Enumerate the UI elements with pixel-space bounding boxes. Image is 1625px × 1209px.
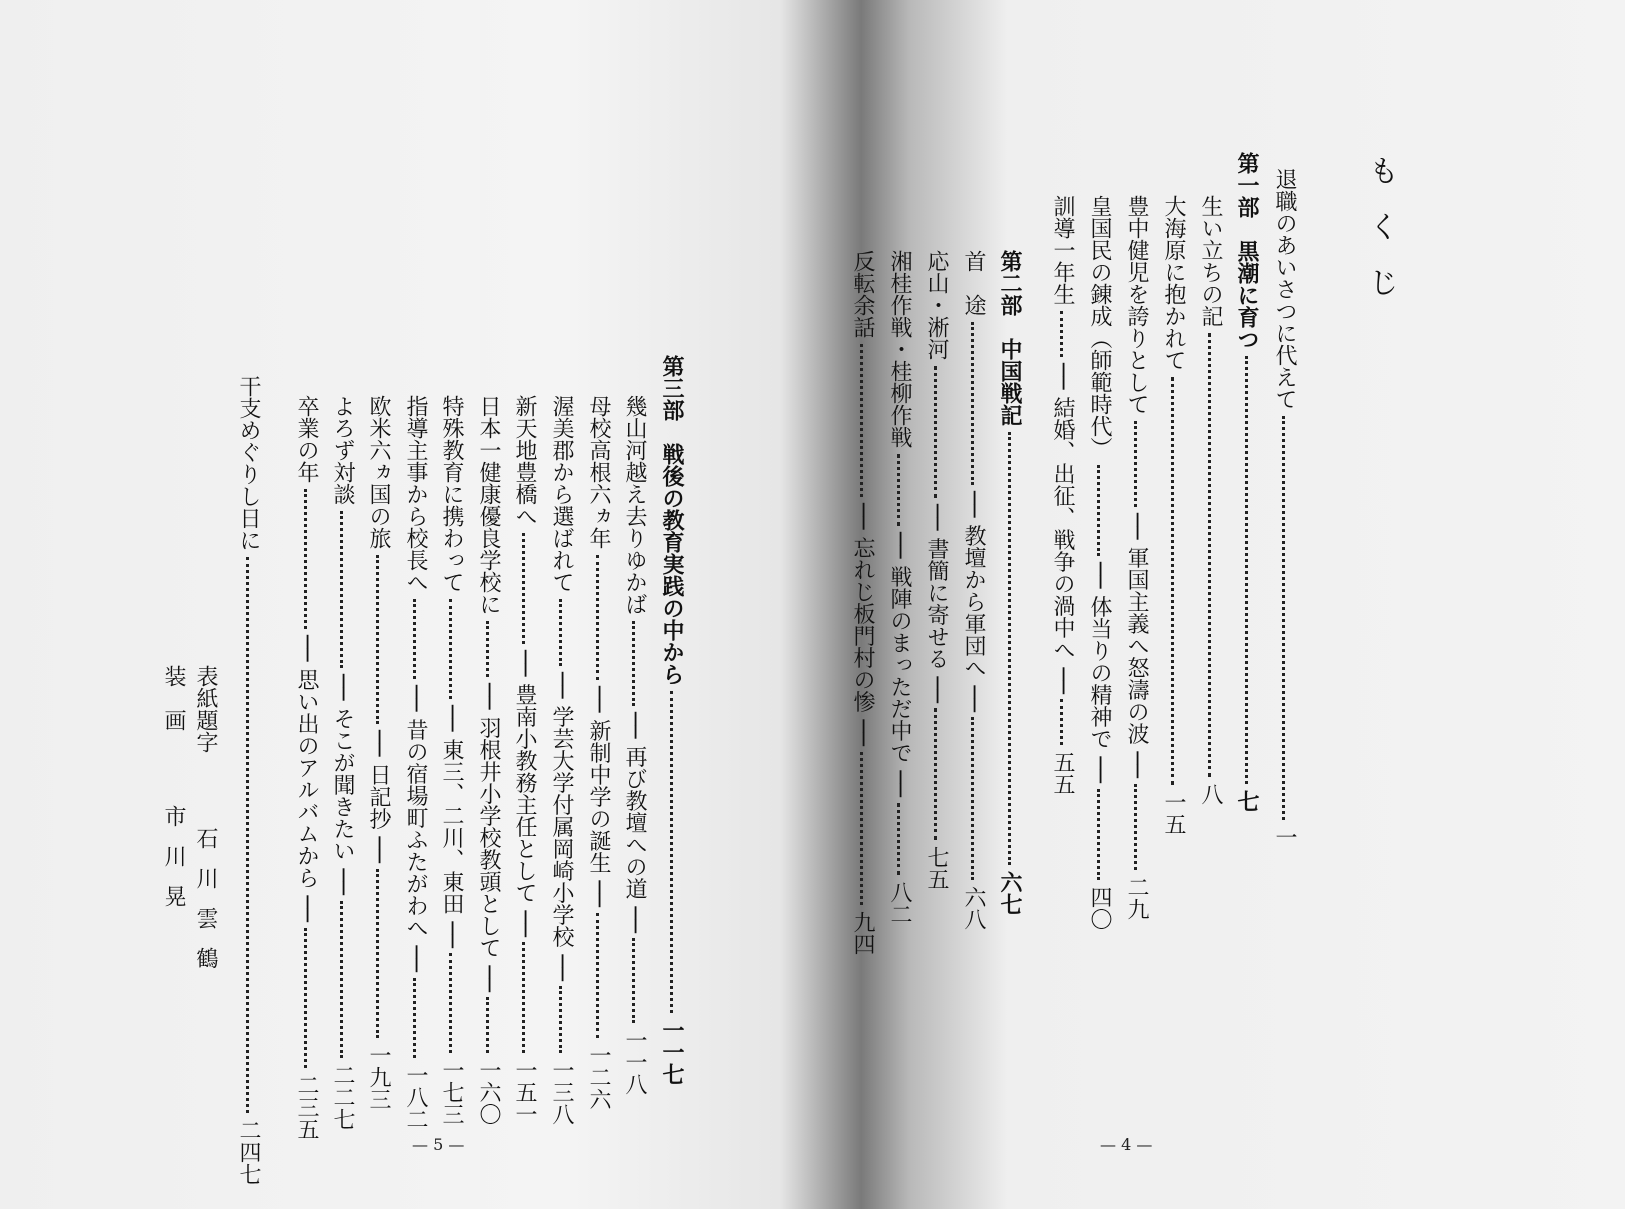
toc-entry-title: 応山・淅河: [924, 250, 949, 360]
toc-entry-title: 生い立ちの記: [1198, 195, 1223, 327]
leader-dots: [860, 752, 863, 905]
leader-dots: [1171, 377, 1174, 785]
toc-entry-subtitle: ── 新制中学の誕生 ──: [586, 686, 611, 907]
leader-dots: [1134, 421, 1137, 507]
toc-entry-subtitle: ── 体当りの精神で ──: [1087, 562, 1112, 783]
toc-entry-subtitle: ── 忘れじ板門村の惨 ──: [850, 503, 875, 746]
toc-entry-title: 訓導一年生: [1050, 195, 1075, 305]
toc-entry: [330, 395, 353, 1130]
toc-entry: [476, 395, 499, 1125]
right-page: [840, 0, 1625, 1209]
credit-name: 石川雲鶴: [193, 827, 218, 987]
toc-entry-page: 一三八: [549, 1059, 574, 1125]
leader-dots: [1060, 699, 1063, 745]
toc-entry-title: 日本一健康優良学校に: [476, 395, 501, 615]
leader-dots: [670, 691, 673, 1013]
leader-dots: [1060, 311, 1063, 357]
toc-entry-page: 二九: [1124, 876, 1149, 920]
toc-entry-subtitle: ── 東三、二川、東田 ──: [439, 704, 464, 948]
toc-entry-page: 一一八: [622, 1029, 647, 1095]
toc-entry: [549, 395, 572, 1125]
leader-dots: [897, 803, 900, 875]
toc-entry-page: 四〇: [1087, 886, 1112, 930]
toc-entry: [236, 375, 259, 1185]
toc-entry: [660, 355, 683, 1085]
leader-dots: [486, 997, 489, 1053]
leader-dots: [1208, 333, 1211, 777]
toc-entry: [1161, 195, 1184, 835]
toc-entry: [622, 395, 645, 1095]
toc-entry-title: 渥美郡から選ばれて: [549, 395, 574, 593]
leader-dots: [559, 986, 562, 1053]
leader-dots: [413, 978, 416, 1058]
leader-dots: [449, 599, 452, 699]
toc-entry-subtitle: ── 豊南小教務主任として ──: [512, 649, 537, 937]
toc-entry-page: 八: [1198, 783, 1223, 805]
toc-entry-subtitle: ── 結婚、出征、戦争の渦中へ ──: [1050, 362, 1075, 694]
toc-entry-title: 湘桂作戦・桂柳作戦: [887, 250, 912, 448]
toc-entry-page: 五五: [1050, 751, 1075, 795]
credit-role: 装 画: [161, 665, 186, 731]
toc-entry: [1198, 195, 1221, 805]
toc-entry-page: 二二七: [330, 1064, 355, 1130]
leader-dots: [304, 928, 307, 1068]
toc-entry: [924, 250, 947, 890]
toc-entry-page: 一五一: [512, 1059, 537, 1125]
toc-entry-subtitle: ── 学芸大学付属岡崎小学校 ──: [549, 671, 574, 981]
toc-entry: [961, 250, 984, 930]
toc-entry-page: 七五: [924, 846, 949, 890]
toc-entry-title: 指導主事から校長へ: [403, 395, 428, 593]
leader-dots: [1134, 784, 1137, 870]
toc-entry-page: 一七三: [439, 1059, 464, 1125]
leader-dots: [449, 953, 452, 1053]
toc-entry-title: 卒業の年: [294, 395, 319, 483]
toc-entry-title: 退職のあいさつに代えて: [1272, 168, 1297, 410]
left-page-folio: — 5 —: [412, 1135, 465, 1154]
toc-entry-title: 第三部 戦後の教育実践の中から: [659, 355, 685, 685]
leader-dots: [860, 344, 863, 497]
leader-dots: [971, 322, 974, 485]
leader-dots: [1282, 416, 1285, 820]
toc-entry: [586, 395, 609, 1110]
leader-dots: [376, 869, 379, 1038]
toc-entry-title: 首 途: [961, 250, 986, 316]
toc-entry-page: 一九三: [366, 1044, 391, 1110]
toc-entry: [1235, 152, 1258, 812]
leader-dots: [596, 913, 599, 1038]
toc-entry-page: 六八: [961, 886, 986, 930]
toc-entry-page: 六七: [997, 871, 1023, 915]
toc-entry: [1272, 168, 1295, 848]
credit-name: 市川晃: [161, 805, 186, 925]
toc-entry: [850, 250, 873, 955]
toc-entry: [887, 250, 910, 925]
toc-entry-subtitle: ── 教壇から軍団へ ──: [961, 490, 986, 712]
toc-entry-subtitle: ── そこが聞きたい ──: [330, 674, 355, 895]
toc-entry: [998, 250, 1021, 915]
toc-entry: [1087, 195, 1110, 930]
leader-dots: [246, 557, 249, 1113]
leader-dots: [522, 942, 525, 1053]
leader-dots: [559, 599, 562, 666]
toc-entry: [512, 395, 535, 1125]
toc-entry-page: 二四七: [236, 1119, 261, 1185]
toc-entry-title: 第二部 中国戦記: [997, 250, 1023, 426]
toc-entry-title: 反転余話: [850, 250, 875, 338]
toc-entry-title: 第一部 黒潮に育つ: [1234, 152, 1260, 350]
toc-entry-subtitle: ── 昔の宿場町ふたがわへ ──: [403, 685, 428, 972]
toc-entry-subtitle: ── 日記抄 ──: [366, 730, 391, 863]
toc-entry-title: 豊中健児を誇りとして: [1124, 195, 1149, 415]
toc-entry-page: 八二: [887, 881, 912, 925]
leader-dots: [376, 555, 379, 724]
toc-entry: [1050, 195, 1073, 795]
leader-dots: [934, 708, 937, 840]
toc-entry-page: 七: [1234, 790, 1260, 812]
toc-entry: [294, 395, 317, 1140]
right-page-folio: — 4 —: [1100, 1135, 1153, 1154]
toc-entry-subtitle: ── 思い出のアルバムから ──: [294, 635, 319, 922]
toc-entry: [366, 395, 389, 1110]
toc-entry-title: 幾山河越え去りゆかば: [622, 395, 647, 615]
toc-entry-title: 皇国民の錬成（師範時代）: [1087, 195, 1112, 459]
toc-entry-title: 干支めぐりし日に: [236, 375, 261, 551]
leader-dots: [486, 621, 489, 677]
leader-dots: [1008, 432, 1011, 865]
leader-dots: [340, 511, 343, 668]
toc-entry-subtitle: ── 戦陣のまっただ中で ──: [887, 532, 912, 797]
toc-entry-title: 母校高根六ヵ年: [586, 395, 611, 549]
toc-entry: [439, 395, 462, 1125]
credit-role: 表紙題字: [193, 665, 218, 753]
toc-entry-page: 一八二: [403, 1064, 428, 1130]
leader-dots: [304, 489, 307, 629]
page-title: もくじ: [1363, 155, 1398, 323]
leader-dots: [971, 717, 974, 880]
toc-entry-page: 一五: [1161, 791, 1186, 835]
toc-entry-page: 一六〇: [476, 1059, 501, 1125]
leader-dots: [934, 366, 937, 498]
leader-dots: [632, 621, 635, 706]
leader-dots: [632, 938, 635, 1023]
toc-entry: [1124, 195, 1147, 920]
toc-entry-title: 特殊教育に携わって: [439, 395, 464, 593]
leader-dots: [1245, 356, 1248, 784]
toc-entry-page: 二三五: [294, 1074, 319, 1140]
toc-entry-subtitle: ── 羽根井小学校教頭として ──: [476, 682, 501, 992]
toc-entry-title: 新天地豊橋へ: [512, 395, 537, 527]
toc-entry-page: 一: [1272, 826, 1297, 848]
leader-dots: [897, 454, 900, 526]
toc-entry-subtitle: ── 書簡に寄せる ──: [924, 503, 949, 703]
toc-entry-page: 九四: [850, 911, 875, 955]
toc-entry-title: 大海原に抱かれて: [1161, 195, 1186, 371]
toc-entry-subtitle: ── 再び教壇への道 ──: [622, 711, 647, 933]
toc-entry: [403, 395, 426, 1130]
leader-dots: [596, 555, 599, 680]
toc-entry-title: 欧米六ヵ国の旅: [366, 395, 391, 549]
credit-cover-calligraphy: [190, 665, 221, 987]
toc-entry-subtitle: ── 軍国主義へ怒濤の波 ──: [1124, 513, 1149, 778]
leader-dots: [1097, 465, 1100, 556]
toc-entry-page: 一二六: [586, 1044, 611, 1110]
leader-dots: [413, 599, 416, 679]
leader-dots: [340, 901, 343, 1058]
toc-entry-page: 一一七: [659, 1019, 685, 1085]
leader-dots: [1097, 789, 1100, 880]
toc-entry-title: よろず対談: [330, 395, 355, 505]
leader-dots: [522, 533, 525, 644]
credit-illustration: [158, 665, 189, 925]
